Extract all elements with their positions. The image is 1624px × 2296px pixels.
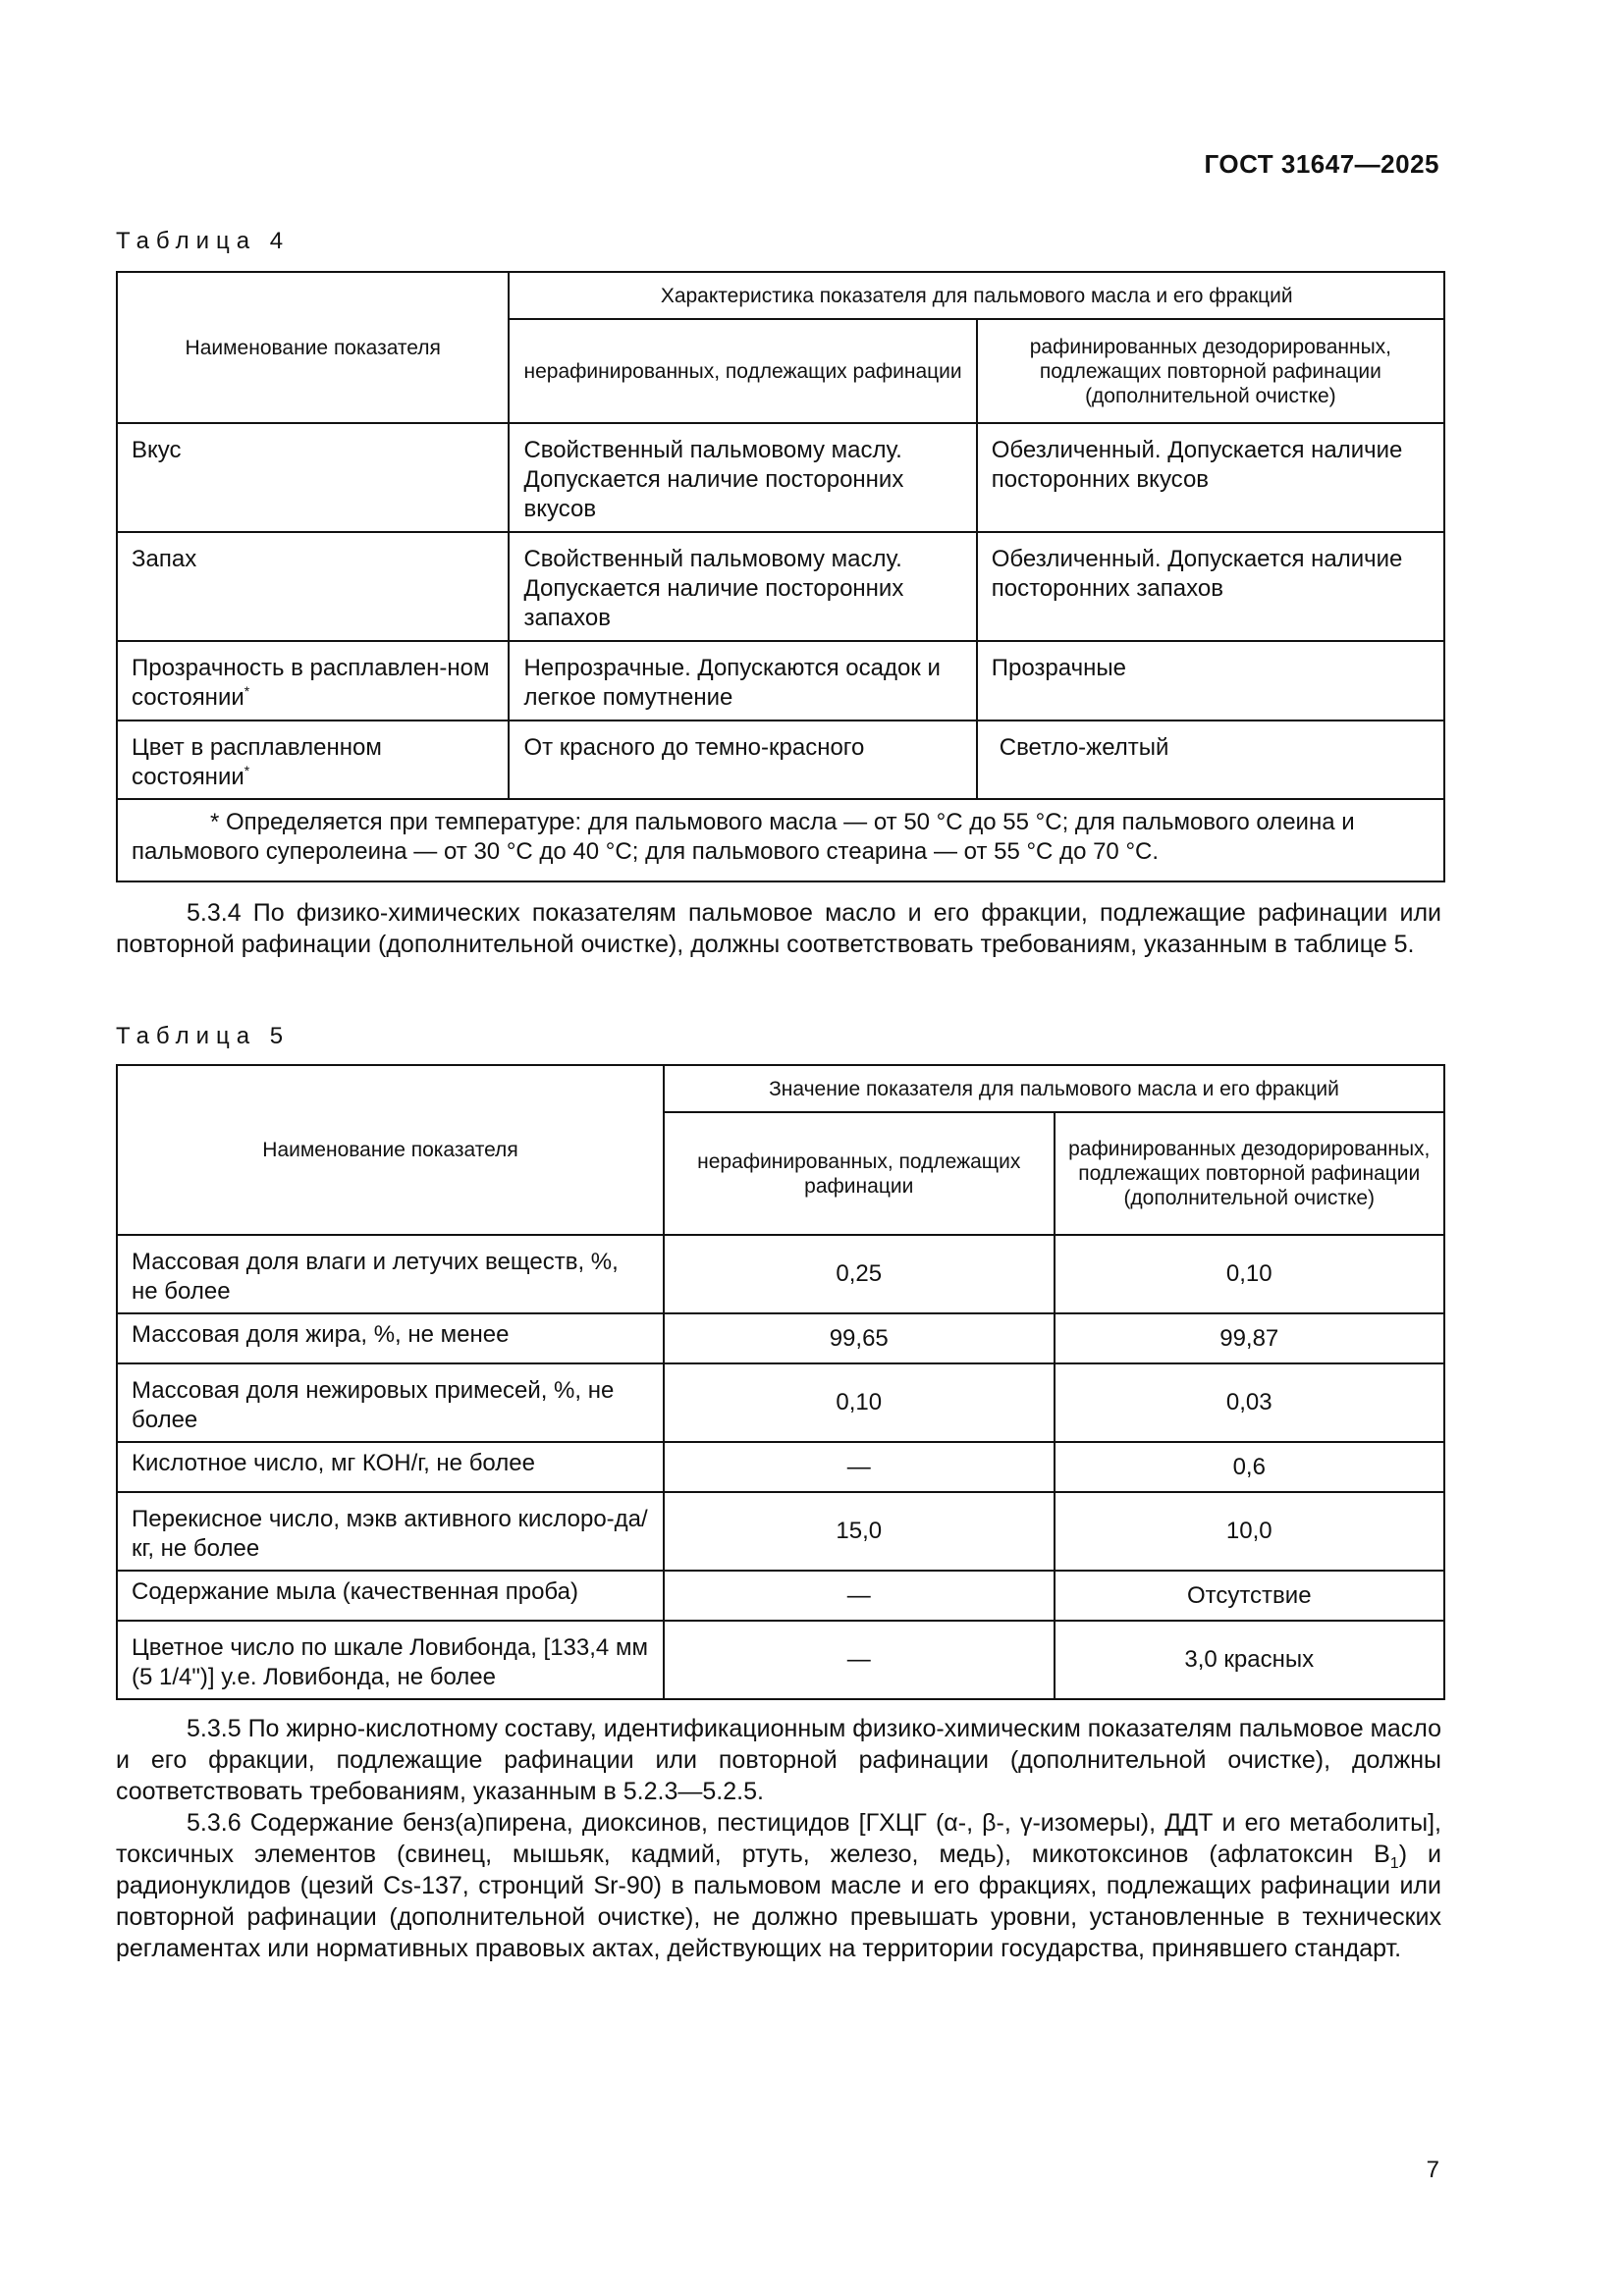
table-5-row-refined: 99,87 [1055,1313,1445,1363]
table-5-name-header: Наименование показателя [117,1065,664,1235]
table-5-row [117,1492,1444,1571]
table-4 [116,271,1445,882]
document-code: ГОСТ 31647—2025 [1204,149,1439,179]
table-5-row-name: Массовая доля влаги и летучих веществ, %, не более [117,1235,664,1313]
paragraph-5-3-5: 5.3.5 По жирно-кислотному составу, идентификационным физико-химическим показателям пальмовое масло и его фракции, подлежащие рафинации или повторной рафинации (дополнительной очистке), должны соответствовать требованиям, указанным в 5.2.3—5.2.5. [116,1715,1441,1805]
table-5-row-unrefined: — [664,1621,1055,1699]
footnote-marker: * [244,763,250,778]
table-5-row-name: Массовая доля нежировых примесей, %, не более [117,1363,664,1442]
paragraph-5-3-6: 5.3.6 Содержание бенз(а)пирена, диоксинов, пестицидов [ГХЦГ (α-, β-, γ-изомеры), ДДТ и его метаболиты], токсичных элементов (свинец, мышьяк, кадмий, ртуть, железо, медь), микотоксинов (афлатоксин $В_1$) и радионуклидов (цезий Cs-137, стронций Sr-90) в пальмовом масле и его фракциях, подлежащих рафинации или повторной рафинации (дополнительной очистке), не должно превышать уровни, установленные в технических регламентах или нормативных правовых актах, действующих на территории государства, принявшего стандарт. [116,1809,1441,1962]
table-5-row-refined: 0,6 [1055,1442,1445,1492]
table-5-row-refined: Отсутствие [1055,1571,1445,1621]
table-5-row [117,1363,1444,1442]
table-5-caption: Таблица 5 [116,1023,291,1049]
subscript-1: 1 [1389,1855,1399,1872]
table-4-row-unrefined: Свойственный пальмовому маслу. Допускается наличие посторонних вкусов [509,423,976,532]
table-5-row-refined: 0,10 [1055,1235,1445,1313]
table-4-name-header: Наименование показателя [117,272,509,423]
table-5-row-name: Кислотное число, мг КОН/г, не более [117,1442,664,1492]
table-4-row [117,532,1444,641]
table-4-footnote: * Определяется при температуре: для пальмового масла — от 50 °С до 55 °С; для пальмового олеина и пальмового суперолеина — от 30 °С до 40 °С; для пальмового стеарина — от 55 °С до 70 °С. [117,799,1444,881]
table-5-row-refined: 10,0 [1055,1492,1445,1571]
table-5-row-refined: 0,03 [1055,1363,1445,1442]
table-4-row [117,423,1444,532]
table-4-row [117,721,1444,799]
table-5-row-unrefined: 0,10 [664,1363,1055,1442]
table-5-row-name: Массовая доля жира, %, не менее [117,1313,664,1363]
table-5-group-header: Значение показателя для пальмового масла и его фракций [664,1065,1444,1112]
table-4-row-unrefined: От красного до темно-красного [509,721,976,799]
table-5-row-unrefined: 0,25 [664,1235,1055,1313]
page-number: 7 [1426,2157,1439,2183]
table-5-row [117,1235,1444,1313]
table-5 [116,1064,1445,1700]
table-5-row-unrefined: 15,0 [664,1492,1055,1571]
table-5-row-unrefined: 99,65 [664,1313,1055,1363]
table-4-row-unrefined: Свойственный пальмовому маслу. Допускается наличие посторонних запахов [509,532,976,641]
table-4-row-name: Прозрачность в расплавлен-ном состоянии* [117,641,509,721]
table-4-row-refined: Светло-желтый [977,721,1444,799]
table-4-row-refined: Прозрачные [977,641,1444,721]
table-4-row-name: Запах [117,532,509,641]
table-5-row-unrefined: — [664,1571,1055,1621]
table-5-subheader-unrefined: нерафинированных, подлежащих рафинации [664,1112,1055,1235]
table-5-row [117,1313,1444,1363]
table-5-row-unrefined: — [664,1442,1055,1492]
table-5-row-name: Перекисное число, мэкв активного кислоро-да/кг, не более [117,1492,664,1571]
table-5-row-name: Содержание мыла (качественная проба) [117,1571,664,1621]
table-5-row [117,1571,1444,1621]
table-5-row-name: Цветное число по шкале Ловибонда, [133,4 мм (5 1/4")] у.е. Ловибонда, не более [117,1621,664,1699]
table-4-row-refined: Обезличенный. Допускается наличие посторонних вкусов [977,423,1444,532]
table-5-row [117,1442,1444,1492]
table-4-row-refined: Обезличенный. Допускается наличие посторонних запахов [977,532,1444,641]
table-4-row [117,641,1444,721]
footnote-marker: * [244,683,250,699]
table-5-subheader-refined: рафинированных дезодорированных, подлежащих повторной рафинации (дополнительной очистке) [1055,1112,1445,1235]
table-4-row-name: Цвет в расплавленном состоянии* [117,721,509,799]
table-4-subheader-unrefined: нерафинированных, подлежащих рафинации [509,319,976,423]
paragraph-5-3-4: 5.3.4 По физико-химических показателям пальмовое масло и его фракции, подлежащие рафинации или повторной рафинации (дополнительной очистке), должны соответствовать требованиям, указанным в таблице 5. [116,899,1441,958]
table-4-row-unrefined: Непрозрачные. Допускаются осадок и легкое помутнение [509,641,976,721]
table-5-row [117,1621,1444,1699]
table-4-caption: Таблица 4 [116,228,291,254]
table-4-group-header: Характеристика показателя для пальмового масла и его фракций [509,272,1444,319]
table-5-row-refined: 3,0 красных [1055,1621,1445,1699]
table-4-row-name: Вкус [117,423,509,532]
table-4-subheader-refined: рафинированных дезодорированных, подлежащих повторной рафинации (дополнительной очистке) [977,319,1444,423]
